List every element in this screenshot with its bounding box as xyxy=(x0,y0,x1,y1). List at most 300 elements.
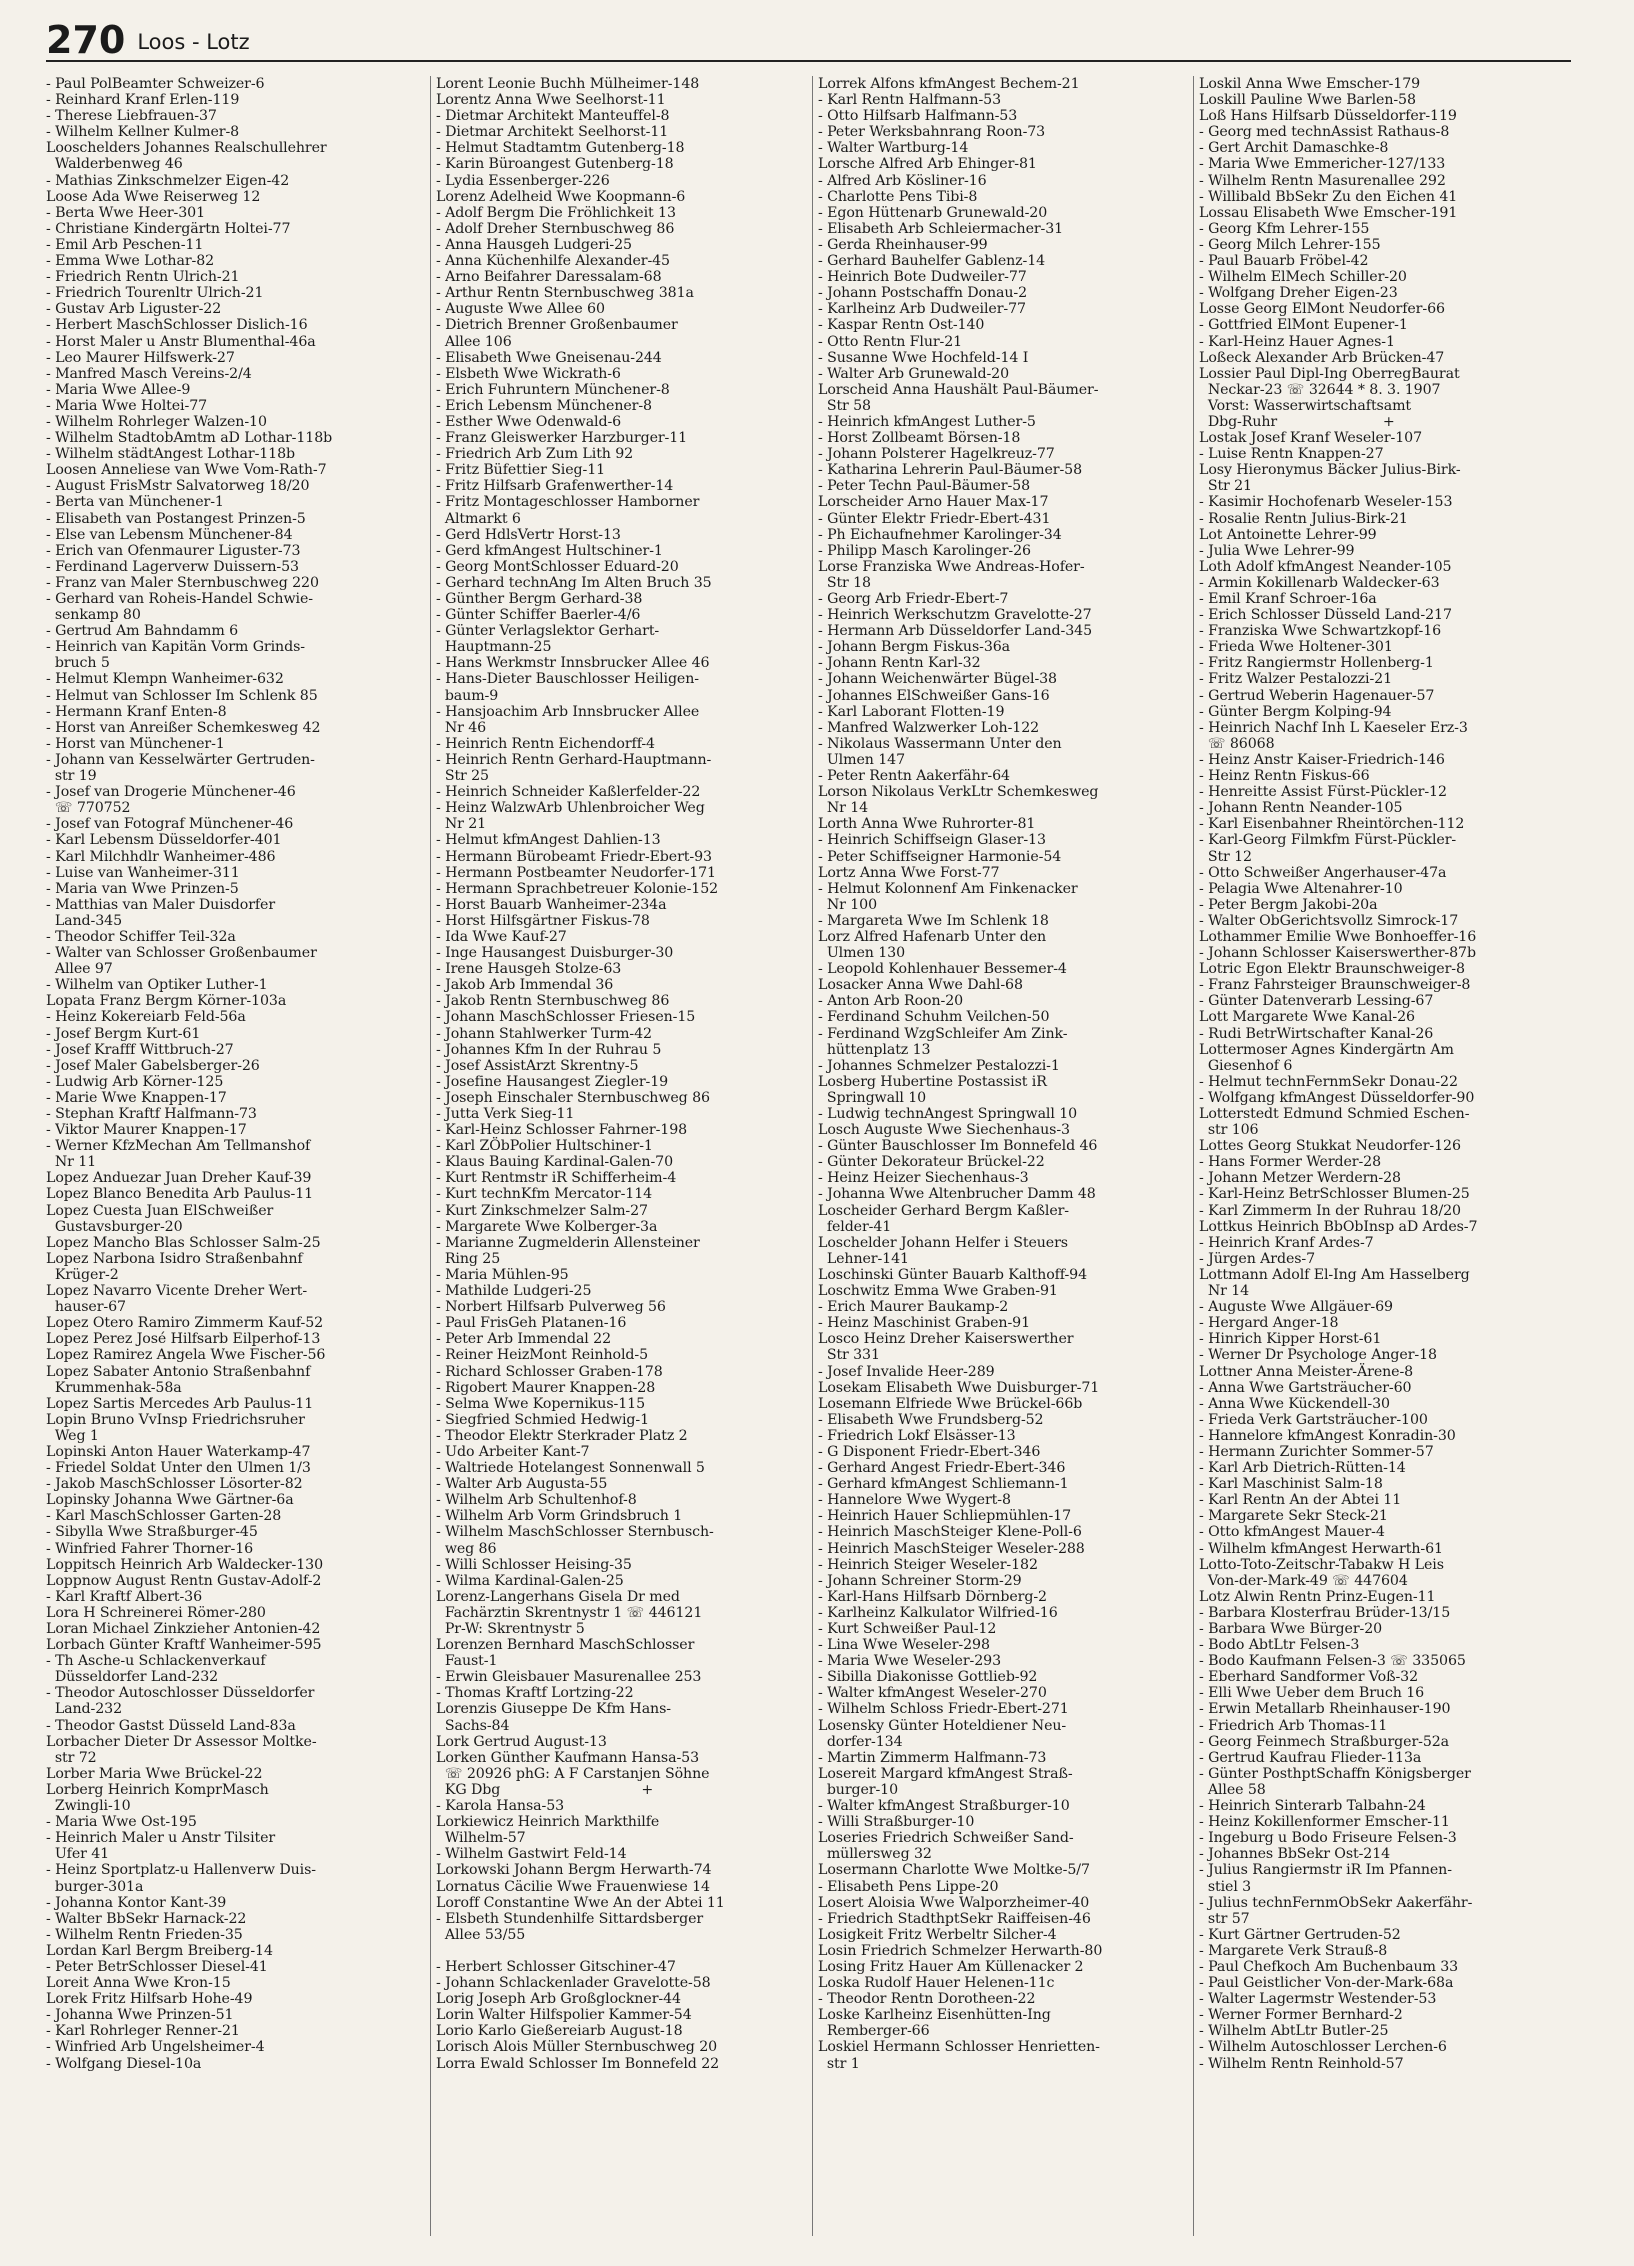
directory-entry: - Horst Maler u Anstr Blumenthal-46a xyxy=(46,333,316,350)
directory-entry: - Auguste Wwe Allgäuer-69 xyxy=(1199,1299,1393,1316)
directory-entry: - Henreitte Assist Fürst-Pückler-12 xyxy=(1199,784,1447,801)
directory-entry: Losermann Charlotte Wwe Moltke-5/7 xyxy=(818,1862,1090,1879)
directory-entry: - Anna Küchenhilfe Alexander-45 xyxy=(436,253,670,270)
directory-entry: Lorkowski Johann Bergm Herwarth-74 xyxy=(436,1862,712,1879)
directory-entry: - Otto kfmAngest Mauer-4 xyxy=(1199,1524,1385,1541)
directory-entry: - Leo Maurer Hilfswerk-27 xyxy=(46,349,235,366)
directory-entry: - Willibald BbSekr Zu den Eichen 41 xyxy=(1199,188,1458,205)
directory-entry: Losereit Margard kfmAngest Straß- xyxy=(818,1765,1073,1782)
directory-entry: - Kurt Gärtner Gertruden-52 xyxy=(1199,1926,1401,1943)
directory-entry: - Kurt Rentmstr iR Schifferheim-4 xyxy=(436,1170,677,1187)
directory-entry: hüttenplatz 13 xyxy=(818,1041,931,1058)
directory-entry: Loschwitz Emma Wwe Graben-91 xyxy=(818,1283,1058,1300)
directory-entry: - Susanne Wwe Hochfeld-14 I xyxy=(818,349,1029,366)
directory-entry: - Anna Wwe Gartsträucher-60 xyxy=(1199,1379,1412,1396)
directory-entry: - Johann Polsterer Hagelkreuz-77 xyxy=(818,446,1055,463)
directory-entry: Losekam Elisabeth Wwe Duisburger-71 xyxy=(818,1379,1100,1396)
directory-entry: - Joseph Einschaler Sternbuschweg 86 xyxy=(436,1089,710,1106)
directory-entry: - Elli Wwe Ueber dem Bruch 16 xyxy=(1199,1685,1425,1702)
directory-entry: Lorscheid Anna Haushält Paul-Bäumer- xyxy=(818,381,1099,398)
directory-entry: - Kasimir Hochofenarb Weseler-153 xyxy=(1199,494,1453,511)
directory-entry: - Wilhelm MaschSchlosser Sternbusch- xyxy=(436,1524,714,1541)
directory-entry: - Heinz Rentn Fiskus-66 xyxy=(1199,768,1370,785)
directory-entry: - Erich van Ofenmaurer Liguster-73 xyxy=(46,542,301,559)
directory-entry: - Johann Stahlwerker Turm-42 xyxy=(436,1025,652,1042)
directory-entry: Ring 25 xyxy=(436,1250,501,1267)
directory-entry: - Johann van Kesselwärter Gertruden- xyxy=(46,751,315,768)
directory-entry: - Georg Milch Lehrer-155 xyxy=(1199,236,1381,253)
directory-entry: - Hansjoachim Arb Innsbrucker Allee xyxy=(436,703,700,720)
directory-entry: - August FrisMstr Salvatorweg 18/20 xyxy=(46,478,310,495)
directory-entry: Lorber Maria Wwe Brückel-22 xyxy=(46,1765,263,1782)
directory-entry: - Adolf Dreher Sternbuschweg 86 xyxy=(436,220,675,237)
directory-entry: Lorin Walter Hilfspolier Kammer-54 xyxy=(436,2007,692,2024)
directory-entry: - Th Asche-u Schlackenverkauf xyxy=(46,1653,266,1670)
directory-entry: - Maria Wwe Ost-195 xyxy=(46,1814,197,1831)
directory-entry: - Dietrich Brenner Großenbaumer xyxy=(436,317,678,334)
directory-entry: - Josef Bergm Kurt-61 xyxy=(46,1025,201,1042)
directory-entry: - Pelagia Wwe Altenahrer-10 xyxy=(1199,880,1403,897)
directory-entry: - Dietmar Architekt Seelhorst-11 xyxy=(436,124,669,141)
directory-entry: - Heinrich Bote Dudweiler-77 xyxy=(818,269,1027,286)
page-header xyxy=(46,14,1571,62)
directory-entry: - Heinrich Nachf Inh L Kaeseler Erz-3 xyxy=(1199,719,1468,736)
directory-entry: - Johanna Kontor Kant-39 xyxy=(46,1894,227,1911)
directory-entry: - Karl MaschSchlosser Garten-28 xyxy=(46,1508,282,1525)
directory-entry: - Wilhelm StadtobAmtm aD Lothar-118b xyxy=(46,430,333,447)
directory-entry: Str 58 xyxy=(818,397,871,414)
directory-entry: - Stephan Kraftf Halfmann-73 xyxy=(46,1106,257,1122)
directory-entry: - Hannelore kfmAngest Konradin-30 xyxy=(1199,1427,1456,1444)
directory-entry: - Willi Straßburger-10 xyxy=(818,1814,975,1831)
directory-entry: - Irene Hausgeh Stolze-63 xyxy=(436,961,622,978)
directory-entry: - Peter Arb Immendal 22 xyxy=(436,1331,612,1348)
directory-entry: müllersweg 32 xyxy=(818,1846,932,1863)
directory-entry: weg 86 xyxy=(436,1540,497,1557)
directory-entry: Lopez Otero Ramiro Zimmerm Kauf-52 xyxy=(46,1315,324,1332)
directory-entry: - Ludwig Arb Körner-125 xyxy=(46,1073,224,1090)
directory-entry: - Barbara Wwe Bürger-20 xyxy=(1199,1621,1383,1637)
directory-entry: - Peter Techn Paul-Bäumer-58 xyxy=(818,478,1031,495)
directory-entry: Lott Margarete Wwe Kanal-26 xyxy=(1199,1009,1415,1026)
directory-entry: - Josef van Drogerie Münchener-46 xyxy=(46,784,296,801)
directory-entry: Losing Fritz Hauer Am Küllenacker 2 xyxy=(818,1958,1084,1975)
directory-entry: Lopez Sabater Antonio Straßenbahnf xyxy=(46,1363,311,1380)
directory-entry: - Otto Schweißer Angerhauser-47a xyxy=(1199,864,1447,881)
directory-entry: Losensky Günter Hoteldiener Neu- xyxy=(818,1717,1067,1734)
directory-entry: - Horst Hilfsgärtner Fiskus-78 xyxy=(436,912,650,929)
directory-entry: - Manfred Walzwerker Loh-122 xyxy=(818,719,1040,736)
directory-entry: - Franziska Wwe Schwartzkopf-16 xyxy=(1199,623,1442,640)
directory-entry: - Maria Wwe Allee-9 xyxy=(46,381,191,398)
directory-entry: - Georg Kfm Lehrer-155 xyxy=(1199,220,1370,237)
directory-entry: - Otto Rentn Flur-21 xyxy=(818,333,963,350)
directory-entry: - Paul FrisGeh Platanen-16 xyxy=(436,1315,627,1332)
directory-entry: - Elisabeth Pens Lippe-20 xyxy=(818,1878,999,1895)
directory-entry: - Günter PosthptSchaffn Königsberger xyxy=(1199,1765,1471,1782)
directory-entry: Lottes Georg Stukkat Neudorfer-126 xyxy=(1199,1138,1461,1155)
directory-entry: - Emil Kranf Schroer-16a xyxy=(1199,591,1377,607)
directory-entry: Lot Antoinette Lehrer-99 xyxy=(1199,526,1377,543)
directory-entry: - Heinrich MaschSteiger Klene-Poll-6 xyxy=(818,1524,1082,1541)
directory-entry: - Jürgen Ardes-7 xyxy=(1199,1250,1316,1267)
directory-entry: - Heinrich Kranf Ardes-7 xyxy=(1199,1234,1374,1251)
directory-entry: - Wilhelm kfmAngest Herwarth-61 xyxy=(1199,1540,1443,1557)
directory-entry: - Thomas Kraftf Lortzing-22 xyxy=(436,1685,634,1702)
directory-entry: Von-der-Mark-49 ☏ 447604 xyxy=(1199,1572,1408,1589)
directory-entry: - Erwin Gleisbauer Masurenallee 253 xyxy=(436,1669,702,1686)
directory-entry: ☏ 86068 xyxy=(1199,735,1275,752)
directory-entry: - Jakob Arb Immendal 36 xyxy=(436,977,614,994)
directory-entry: Lostak Josef Kranf Weseler-107 xyxy=(1199,430,1423,447)
directory-entry: Lorsche Alfred Arb Ehinger-81 xyxy=(818,156,1037,173)
directory-entry: - Wilhelm van Optiker Luther-1 xyxy=(46,977,268,994)
directory-entry: - Helmut Klempn Wanheimer-632 xyxy=(46,671,284,688)
directory-entry: hauser-67 xyxy=(46,1299,126,1316)
directory-entry xyxy=(436,1943,808,1959)
directory-entry: - Julia Wwe Lehrer-99 xyxy=(1199,542,1355,559)
directory-entry: - Ludwig technAngest Springwall 10 xyxy=(818,1106,1078,1122)
directory-entry: - Karin Büroangest Gutenberg-18 xyxy=(436,156,674,173)
directory-entry: Lorth Anna Wwe Ruhrorter-81 xyxy=(818,816,1036,833)
directory-entry: - Fritz Walzer Pestalozzi-21 xyxy=(1199,671,1393,688)
directory-entry: - Hermann Zurichter Sommer-57 xyxy=(1199,1443,1434,1460)
directory-entry: - Helmut technFernmSekr Donau-22 xyxy=(1199,1073,1458,1090)
directory-entry: - Jutta Verk Sieg-11 xyxy=(436,1106,575,1122)
directory-entry: - Luise Rentn Knappen-27 xyxy=(1199,446,1384,463)
directory-entry: - Willi Schlosser Heising-35 xyxy=(436,1556,632,1573)
directory-entry: - Günter Schiffer Baerler-4/6 xyxy=(436,607,641,624)
directory-entry: Allee 58 xyxy=(1199,1781,1266,1798)
directory-entry: - Maria van Wwe Prinzen-5 xyxy=(46,880,239,897)
directory-entry: - G Disponent Friedr-Ebert-346 xyxy=(818,1443,1041,1460)
directory-entry: - Friedrich Tourenltr Ulrich-21 xyxy=(46,285,264,302)
directory-entry: - Johannes Schmelzer Pestalozzi-1 xyxy=(818,1057,1060,1074)
directory-entry: Lorio Karlo Gießereiarb August-18 xyxy=(436,2023,683,2040)
directory-entry: - Heinz Sportplatz-u Hallenverw Duis- xyxy=(46,1862,316,1879)
directory-entry: Land-345 xyxy=(46,912,122,929)
directory-entry: - Maria Wwe Holtei-77 xyxy=(46,397,208,414)
directory-entry: - Anna Hausgeh Ludgeri-25 xyxy=(436,236,632,253)
directory-entry: - Elisabeth Wwe Frundsberg-52 xyxy=(818,1411,1044,1428)
directory-entry: dorfer-134 xyxy=(818,1733,903,1750)
directory-entry: - Heinrich Rentn Gerhard-Hauptmann- xyxy=(436,751,712,768)
directory-entry: - Gert Archit Damaschke-8 xyxy=(1199,140,1389,157)
directory-entry: - Wilhelm Schloss Friedr-Ebert-271 xyxy=(818,1701,1069,1718)
directory-entry: Lopez Navarro Vicente Dreher Wert- xyxy=(46,1283,308,1300)
directory-entry: Lopez Blanco Benedita Arb Paulus-11 xyxy=(46,1186,314,1203)
directory-entry: - Theodor Autoschlosser Düsseldorfer xyxy=(46,1685,315,1702)
directory-entry: - Walter van Schlosser Großenbaumer xyxy=(46,945,317,962)
directory-entry: Lopez Mancho Blas Schlosser Salm-25 xyxy=(46,1234,321,1251)
directory-entry: - Nikolaus Wassermann Unter den xyxy=(818,735,1062,752)
directory-entry: Losco Heinz Dreher Kaiserswerther xyxy=(818,1331,1074,1348)
directory-entry: - Karl-Heinz Schlosser Fahrner-198 xyxy=(436,1122,688,1139)
directory-entry: Losert Aloisia Wwe Walporzheimer-40 xyxy=(818,1894,1090,1911)
directory-entry: Lopez Sartis Mercedes Arb Paulus-11 xyxy=(46,1395,314,1412)
directory-entry: - Günter Verlagslektor Gerhart- xyxy=(436,623,660,640)
directory-entry: - Ingeburg u Bodo Friseure Felsen-3 xyxy=(1199,1830,1457,1847)
directory-entry: felder-41 xyxy=(818,1218,892,1235)
directory-entry: - Arthur Rentn Sternbuschweg 381a xyxy=(436,285,694,302)
directory-entry: - Helmut Stadtamtm Gutenberg-18 xyxy=(436,140,685,157)
directory-entry: - Karl ZÖbPolier Hultschiner-1 xyxy=(436,1138,653,1155)
directory-entry: - Margarete Verk Strauß-8 xyxy=(1199,1942,1388,1959)
directory-entry: - Heinrich Steiger Weseler-182 xyxy=(818,1556,1038,1573)
directory-entry: - Heinz Maschinist Graben-91 xyxy=(818,1315,1031,1332)
directory-entry: - Georg Arb Friedr-Ebert-7 xyxy=(818,591,1009,607)
directory-entry: - Karl-Hans Hilfsarb Dörnberg-2 xyxy=(818,1588,1047,1605)
directory-entry: - Elsbeth Stundenhilfe Sittardsberger xyxy=(436,1910,704,1927)
directory-entry: Loschelder Johann Helfer i Steuers xyxy=(818,1234,1068,1251)
directory-entry: - Heinrich Hauer Schliepmühlen-17 xyxy=(818,1508,1072,1525)
directory-entry: stiel 3 xyxy=(1199,1878,1252,1895)
directory-entry: - Wilhelm ElMech Schiller-20 xyxy=(1199,269,1407,286)
directory-entry: - Gerd kfmAngest Hultschiner-1 xyxy=(436,542,663,559)
directory-entry: Loppnow August Rentn Gustav-Adolf-2 xyxy=(46,1572,322,1589)
directory-entry: - Walter Lagermstr Westender-53 xyxy=(1199,1991,1437,2008)
directory-entry: Lorse Franziska Wwe Andreas-Hofer- xyxy=(818,558,1085,575)
directory-entry: Lork Gertrud August-13 xyxy=(436,1733,607,1750)
directory-entry: - Wolfgang kfmAngest Düsseldorfer-90 xyxy=(1199,1089,1475,1106)
directory-entry: - Heinrich Schiffseign Glaser-13 xyxy=(818,832,1046,849)
directory-entry: - Kurt Zinkschmelzer Salm-27 xyxy=(436,1202,648,1219)
directory-entry: - Hermann Arb Düsseldorfer Land-345 xyxy=(818,623,1092,640)
directory-entry: - Emil Arb Peschen-11 xyxy=(46,236,204,253)
directory-entry: - Erich Fuhruntern Münchener-8 xyxy=(436,381,670,398)
directory-entry: - Johannes ElSchweißer Gans-16 xyxy=(818,687,1050,704)
directory-entry: - Anna Wwe Kückendell-30 xyxy=(1199,1395,1390,1412)
column-divider xyxy=(812,76,813,2236)
directory-entry: - Johann Rentn Karl-32 xyxy=(818,655,981,672)
directory-entry: - Friedrich StadthptSekr Raiffeisen-46 xyxy=(818,1910,1091,1927)
directory-entry: - Mathias Zinkschmelzer Eigen-42 xyxy=(46,172,290,189)
directory-entry: - Theodor Rentn Dorotheen-22 xyxy=(818,1991,1036,2008)
directory-entry: - Gertrud Kaufrau Flieder-113a xyxy=(1199,1749,1422,1766)
directory-entry: - Armin Kokillenarb Waldecker-63 xyxy=(1199,574,1440,591)
directory-entry: - Rosalie Rentn Julius-Birk-21 xyxy=(1199,510,1408,527)
directory-entry: - Erwin Metallarb Rheinhauser-190 xyxy=(1199,1701,1451,1718)
directory-entry: - Georg Feinmech Straßburger-52a xyxy=(1199,1733,1450,1750)
directory-entry: - Josef van Fotograf Münchener-46 xyxy=(46,816,294,833)
directory-entry: Lorson Nikolaus VerkLtr Schemkesweg xyxy=(818,784,1099,801)
directory-entry: - Karl Kraftf Albert-36 xyxy=(46,1588,203,1605)
directory-entry: str 19 xyxy=(46,768,97,785)
directory-entry: Giesenhof 6 xyxy=(1199,1057,1293,1074)
directory-entry: - Siegfried Schmied Hedwig-1 xyxy=(436,1411,650,1428)
directory-entry: - Hermann Bürobeamt Friedr-Ebert-93 xyxy=(436,848,712,865)
directory-entry: - Friedrich Arb Zum Lith 92 xyxy=(436,446,634,463)
directory-entry: Loosen Anneliese van Wwe Vom-Rath-7 xyxy=(46,462,327,479)
directory-entry: - Jakob Rentn Sternbuschweg 86 xyxy=(436,993,670,1010)
directory-entry: - Hinrich Kipper Horst-61 xyxy=(1199,1331,1382,1348)
directory-entry: Lothammer Emilie Wwe Bonhoeffer-16 xyxy=(1199,928,1477,945)
directory-entry: Loseries Friedrich Schweißer Sand- xyxy=(818,1830,1074,1847)
directory-entry: - Werner Former Bernhard-2 xyxy=(1199,2007,1403,2024)
directory-entry: Ulmen 147 xyxy=(818,751,905,768)
directory-entry: - Dietmar Architekt Manteuffel-8 xyxy=(436,108,670,125)
directory-entry: - Luise van Wanheimer-311 xyxy=(46,864,240,881)
directory-entry: Lopinsky Johanna Wwe Gärtner-6a xyxy=(46,1492,294,1509)
directory-entry: - Josefine Hausangest Ziegler-19 xyxy=(436,1073,669,1090)
directory-entry: - Theodor Schiffer Teil-32a xyxy=(46,928,236,945)
directory-entry: - Manfred Masch Vereins-2/4 xyxy=(46,365,252,382)
directory-entry: - Wilhelm städtAngest Lothar-118b xyxy=(46,446,296,463)
directory-entry: Nr 14 xyxy=(818,800,869,817)
directory-entry: Allee 53/55 xyxy=(436,1926,526,1943)
directory-entry: Lotterstedt Edmund Schmied Eschen- xyxy=(1199,1106,1470,1122)
directory-entry: - Karl Arb Dietrich-Rütten-14 xyxy=(1199,1460,1406,1477)
directory-entry: Loppitsch Heinrich Arb Waldecker-130 xyxy=(46,1556,324,1573)
directory-entry: - Mathilde Ludgeri-25 xyxy=(436,1283,592,1300)
directory-entry: - Wilhelm Arb Vorm Grindsbruch 1 xyxy=(436,1508,683,1525)
directory-entry: - Gerhard van Roheis-Handel Schwie- xyxy=(46,591,313,607)
directory-entry: - Frieda Wwe Holtener-301 xyxy=(1199,639,1393,656)
directory-entry: Allee 106 xyxy=(436,333,512,350)
directory-entry: - Helmut Kolonnenf Am Finkenacker xyxy=(818,880,1078,897)
directory-entry: - Horst van Münchener-1 xyxy=(46,735,225,752)
directory-entry: Remberger-66 xyxy=(818,2023,930,2040)
directory-entry: - Jakob MaschSchlosser Lösorter-82 xyxy=(46,1476,303,1493)
directory-entry: - Johanna Wwe Altenbrucher Damm 48 xyxy=(818,1186,1096,1203)
directory-entry: - Peter Bergm Jakobi-20a xyxy=(1199,896,1378,913)
directory-entry: Lordan Karl Bergm Breiberg-14 xyxy=(46,1942,273,1959)
directory-entry: - Auguste Wwe Allee 60 xyxy=(436,301,605,318)
directory-entry: - Viktor Maurer Knappen-17 xyxy=(46,1122,247,1139)
directory-entry: - Gerhard Angest Friedr-Ebert-346 xyxy=(818,1460,1066,1477)
directory-entry: - Gustav Arb Liguster-22 xyxy=(46,301,222,318)
directory-entry: - Ferdinand Lagerverw Duissern-53 xyxy=(46,558,299,575)
directory-entry: - Esther Wwe Odenwald-6 xyxy=(436,413,622,430)
directory-entry: - Wilma Kardinal-Galen-25 xyxy=(436,1572,624,1589)
column-divider xyxy=(1193,76,1194,2236)
directory-entry: - Maria Wwe Weseler-293 xyxy=(818,1653,1001,1670)
directory-entry: - Selma Wwe Kopernikus-115 xyxy=(436,1395,645,1412)
directory-entry: - Marie Wwe Knappen-17 xyxy=(46,1089,227,1106)
directory-entry: - Kurt technKfm Mercator-114 xyxy=(436,1186,653,1203)
directory-column-4 xyxy=(1199,76,1571,2236)
directory-entry: - Josef AssistArzt Skrentny-5 xyxy=(436,1057,639,1074)
directory-entry: - Walter kfmAngest Weseler-270 xyxy=(818,1685,1047,1702)
directory-entry: - Hermann Postbeamter Neudorfer-171 xyxy=(436,864,716,881)
directory-entry: Losin Friedrich Schmelzer Herwarth-80 xyxy=(818,1942,1103,1959)
directory-entry: Lorenz Adelheid Wwe Koopmann-6 xyxy=(436,188,686,205)
directory-entry: Lottmann Adolf El-Ing Am Hasselberg xyxy=(1199,1266,1470,1283)
directory-entry: Loreit Anna Wwe Kron-15 xyxy=(46,1975,231,1992)
directory-entry: - Paul PolBeamter Schweizer-6 xyxy=(46,76,265,92)
directory-entry: - Emma Wwe Lothar-82 xyxy=(46,253,215,270)
directory-entry: Lorisch Alois Müller Sternbuschweg 20 xyxy=(436,2039,718,2056)
directory-entry: - Johann Weichenwärter Bügel-38 xyxy=(818,671,1057,688)
directory-entry: - Ida Wwe Kauf-27 xyxy=(436,928,567,945)
page-number: 270 xyxy=(46,18,126,62)
directory-entry: str 72 xyxy=(46,1749,97,1766)
directory-entry: Lopez Anduezar Juan Dreher Kauf-39 xyxy=(46,1170,312,1187)
directory-entry: - Wilhelm Rohrleger Walzen-10 xyxy=(46,413,267,430)
directory-entry: - Fritz Büfettier Sieg-11 xyxy=(436,462,606,479)
directory-entry: - Josef Maler Gabelsberger-26 xyxy=(46,1057,260,1074)
directory-entry: - Heinrich Maler u Anstr Tilsiter xyxy=(46,1830,276,1847)
directory-entry: - Else van Lebensm Münchener-84 xyxy=(46,526,293,543)
running-head: Loos - Lotz xyxy=(137,30,250,54)
directory-entry: Lorent Leonie Buchh Mülheimer-148 xyxy=(436,76,700,92)
directory-entry: - Franz Fahrsteiger Braunschweiger-8 xyxy=(1199,977,1471,994)
directory-entry: Lorz Alfred Hafenarb Unter den xyxy=(818,928,1047,945)
directory-entry: Allee 97 xyxy=(46,961,113,978)
directory-entry: - Winfried Arb Ungelsheimer-4 xyxy=(46,2039,265,2056)
directory-entry: str 106 xyxy=(1199,1122,1259,1139)
directory-entry: - Paul Bauarb Fröbel-42 xyxy=(1199,253,1369,270)
directory-entry: Lorbacher Dieter Dr Assessor Moltke- xyxy=(46,1733,317,1750)
directory-entry: - Werner KfzMechan Am Tellmanshof xyxy=(46,1138,311,1155)
directory-entry: - Karl Eisenbahner Rheintörchen-112 xyxy=(1199,816,1465,833)
directory-entry: - Margarete Wwe Kolberger-3a xyxy=(436,1218,658,1235)
directory-entry: - Heinz Kokereiarb Feld-56a xyxy=(46,1009,246,1026)
directory-entry: - Gerd HdlsVertr Horst-13 xyxy=(436,526,621,543)
directory-entry: Ufer 41 xyxy=(46,1846,110,1863)
directory-entry: - Theodor Elektr Sterkrader Platz 2 xyxy=(436,1427,688,1444)
directory-entry: - Otto Hilfsarb Halfmann-53 xyxy=(818,108,1018,125)
directory-entry: - Erich Schlosser Düsseld Land-217 xyxy=(1199,607,1452,624)
directory-entry: Nr 21 xyxy=(436,816,487,833)
directory-entry: Dbg-Ruhr + xyxy=(1199,413,1395,430)
directory-entry: - Hans Former Werder-28 xyxy=(1199,1154,1382,1171)
directory-entry: - Winfried Fahrer Thorner-16 xyxy=(46,1540,254,1557)
directory-entry: - Georg med technAssist Rathaus-8 xyxy=(1199,124,1450,141)
directory-entry: Lottkus Heinrich BbObInsp aD Ardes-7 xyxy=(1199,1218,1478,1235)
directory-entry: - Heinrich Schneider Kaßlerfelder-22 xyxy=(436,784,701,801)
directory-entry: - Sibilla Diakonisse Gottlieb-92 xyxy=(818,1669,1038,1686)
directory-entry: Str 18 xyxy=(818,574,871,591)
directory-entry: - Heinrich Sinterarb Talbahn-24 xyxy=(1199,1798,1426,1815)
directory-entry: senkamp 80 xyxy=(46,607,141,624)
directory-entry: - Hans Werkmstr Innsbrucker Allee 46 xyxy=(436,655,710,672)
directory-entry: Loß Hans Hilfsarb Düsseldorfer-119 xyxy=(1199,108,1457,125)
directory-entry: Düsseldorfer Land-232 xyxy=(46,1669,219,1686)
directory-entry: - Eberhard Sandformer Voß-32 xyxy=(1199,1669,1419,1686)
directory-entry: Lornatus Cäcilie Wwe Frauenwiese 14 xyxy=(436,1878,710,1895)
directory-entry: - Fritz Hilfsarb Grafenwerther-14 xyxy=(436,478,674,495)
directory-entry: Loskiel Hermann Schlosser Henrietten- xyxy=(818,2039,1100,2056)
directory-entry: - Paul Geistlicher Von-der-Mark-68a xyxy=(1199,1975,1454,1992)
directory-entry: Lopata Franz Bergm Körner-103a xyxy=(46,993,287,1010)
directory-entry: - Herbert Schlosser Gitschiner-47 xyxy=(436,1958,676,1975)
directory-entry: - Frieda Verk Gartsträucher-100 xyxy=(1199,1411,1428,1428)
directory-entry: - Hannelore Wwe Wygert-8 xyxy=(818,1492,1011,1509)
directory-entry: Losy Hieronymus Bäcker Julius-Birk- xyxy=(1199,462,1461,479)
directory-entry: - Inge Hausangest Duisburger-30 xyxy=(436,945,674,962)
directory-entry: Ulmen 130 xyxy=(818,945,905,962)
directory-column-2 xyxy=(436,76,808,2236)
directory-entry: - Friedrich Rentn Ulrich-21 xyxy=(46,269,240,286)
directory-entry: - Alfred Arb Kösliner-16 xyxy=(818,172,987,189)
directory-entry: Lotto-Toto-Zeitschr-Tabakw H Leis xyxy=(1199,1556,1444,1573)
directory-entry: - Philipp Masch Karolinger-26 xyxy=(818,542,1031,559)
directory-entry: - Wilhelm Autoschlosser Lerchen-6 xyxy=(1199,2039,1447,2056)
directory-entry: - Ferdinand WzgSchleifer Am Zink- xyxy=(818,1025,1068,1042)
directory-entry: - Walter ObGerichtsvollz Simrock-17 xyxy=(1199,912,1459,929)
directory-entry: - Sibylla Wwe Straßburger-45 xyxy=(46,1524,258,1541)
directory-entry: - Wolfgang Diesel-10a xyxy=(46,2055,202,2072)
directory-entry: - Georg MontSchlosser Eduard-20 xyxy=(436,558,679,575)
directory-entry: - Herbert MaschSchlosser Dislich-16 xyxy=(46,317,308,334)
directory-entry: - Barbara Klosterfrau Brüder-13/15 xyxy=(1199,1604,1451,1621)
directory-entry: Lortz Anna Wwe Forst-77 xyxy=(818,864,1000,881)
directory-entry: Springwall 10 xyxy=(818,1089,927,1106)
directory-entry: Str 25 xyxy=(436,768,489,785)
directory-entry: - Margareta Wwe Im Schlenk 18 xyxy=(818,912,1049,929)
directory-entry: - Karl-Georg Filmkfm Fürst-Pückler- xyxy=(1199,832,1457,849)
